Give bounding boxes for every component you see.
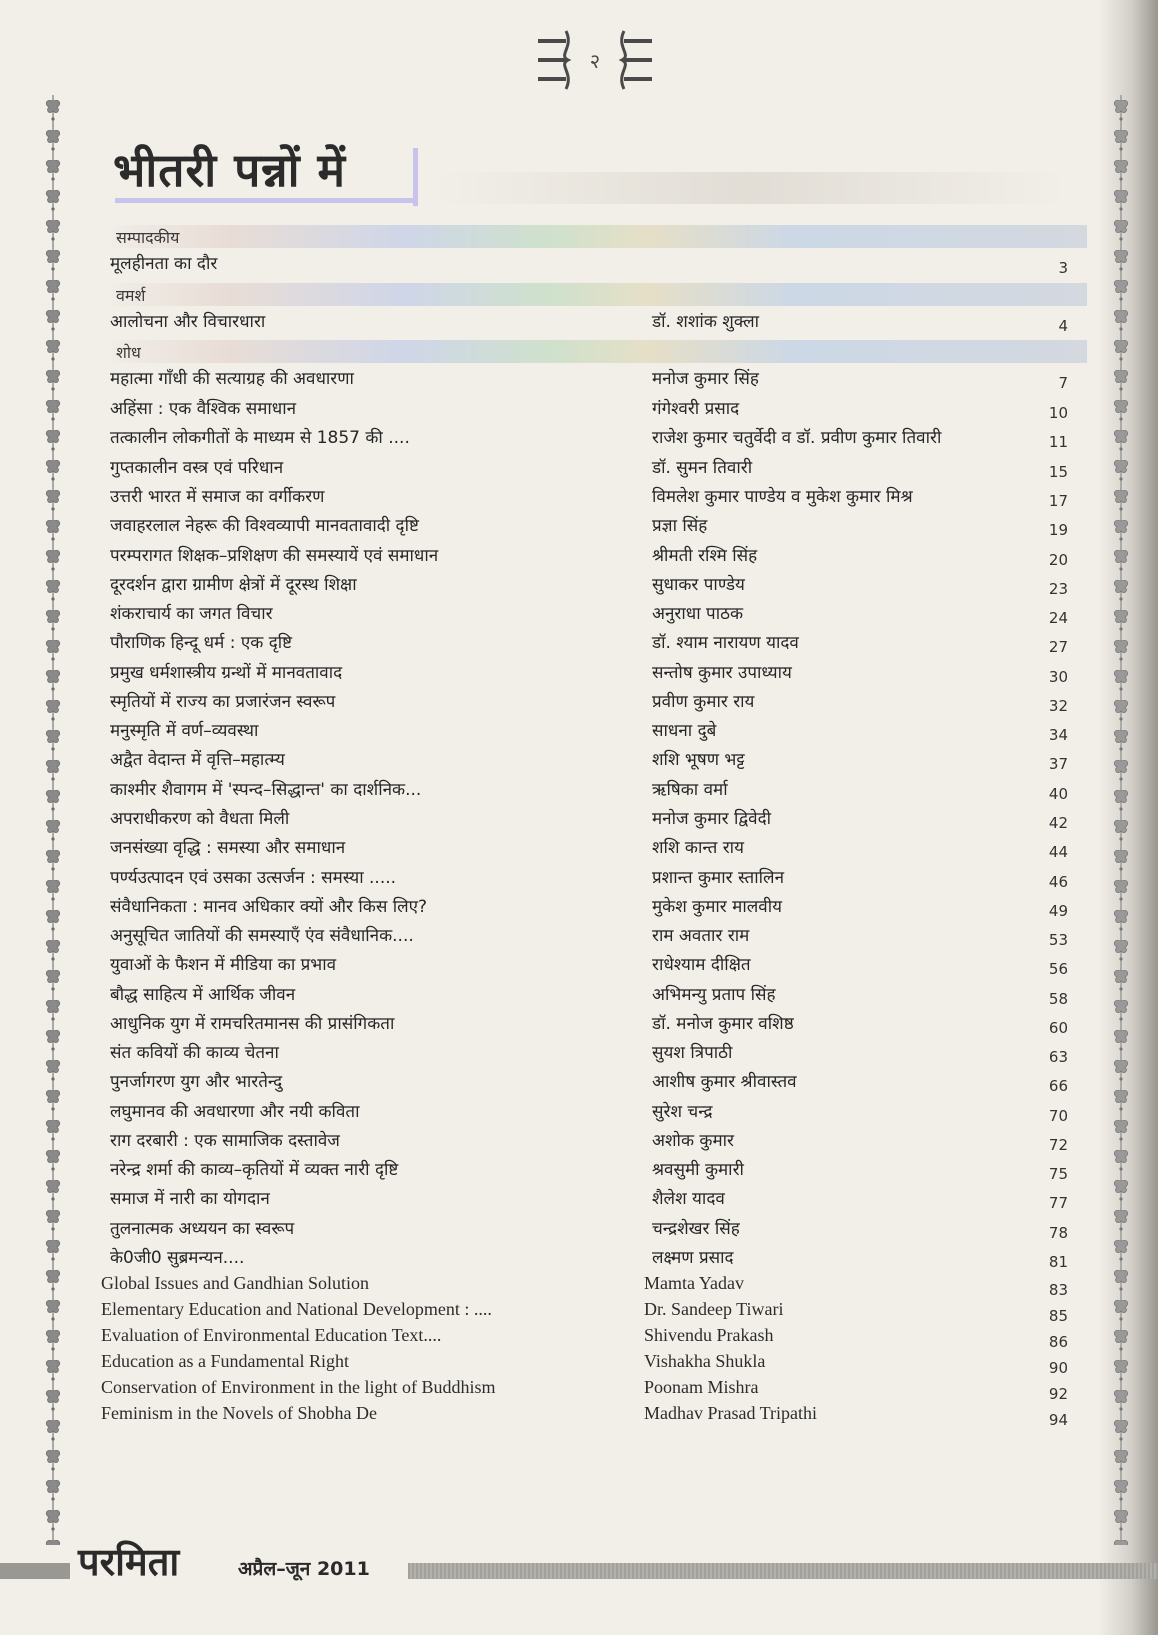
toc-entry xyxy=(0,1069,1158,1097)
article-title: मनुस्मृति में वर्ण–व्यवस्था xyxy=(110,721,259,741)
article-title: Conservation of Environment in the light of Buddhism xyxy=(101,1377,496,1397)
article-page: 83 xyxy=(1048,1281,1068,1299)
article-page: 3 xyxy=(1058,259,1068,277)
toc-entry xyxy=(0,806,1158,834)
article-title: राग दरबारी : एक सामाजिक दस्तावेज xyxy=(110,1131,340,1151)
article-page: 63 xyxy=(1048,1048,1068,1066)
article-title: संवैधानिकता : मानव अधिकार क्यों और किस लिए? xyxy=(110,897,428,917)
toc-entry xyxy=(0,923,1158,951)
article-author: अभिमन्यु प्रताप सिंह xyxy=(652,985,776,1005)
article-page: 24 xyxy=(1048,609,1068,627)
article-page: 19 xyxy=(1048,521,1068,539)
article-title: प्रमुख धर्मशास्त्रीय ग्रन्थों में मानवतावाद xyxy=(110,663,343,683)
toc-entry xyxy=(0,718,1158,746)
toc-entry xyxy=(0,865,1158,893)
toc-entry xyxy=(0,1245,1158,1273)
article-author: Mamta Yadav xyxy=(644,1273,744,1293)
article-title: अहिंसा : एक वैश्विक समाधान xyxy=(110,399,297,419)
article-page: 77 xyxy=(1048,1194,1068,1212)
article-page: 66 xyxy=(1048,1077,1068,1095)
article-title: आधुनिक युग में रामचरितमानस की प्रासंगिकता xyxy=(110,1014,395,1034)
footer-rule-left xyxy=(0,1563,70,1579)
section-label: वमर्श xyxy=(116,286,146,305)
article-page: 92 xyxy=(1048,1385,1068,1403)
section-header xyxy=(112,225,1087,248)
article-author: मुकेश कुमार मालवीय xyxy=(652,897,782,917)
article-author: विमलेश कुमार पाण्डेय व मुकेश कुमार मिश्र xyxy=(652,487,913,507)
show-through-text xyxy=(430,172,1070,204)
article-author: Poonam Mishra xyxy=(644,1377,759,1397)
toc-entry xyxy=(0,484,1158,512)
article-author: श्रीमती रश्मि सिंह xyxy=(652,546,758,566)
toc-entry xyxy=(0,1011,1158,1039)
section-header xyxy=(112,283,1087,306)
article-title: शंकराचार्य का जगत विचार xyxy=(110,604,273,624)
bracket-ornament-left-icon xyxy=(536,27,576,93)
article-page: 30 xyxy=(1048,668,1068,686)
toc-entry xyxy=(0,1273,1158,1301)
article-author: अशोक कुमार xyxy=(652,1131,734,1151)
article-author: प्रशान्त कुमार स्तालिन xyxy=(652,868,785,888)
toc-entry xyxy=(0,455,1158,483)
article-page: 23 xyxy=(1048,580,1068,598)
article-page: 72 xyxy=(1048,1136,1068,1154)
article-author: सुयश त्रिपाठी xyxy=(652,1043,733,1063)
article-page: 27 xyxy=(1048,638,1068,656)
article-page: 34 xyxy=(1048,726,1068,744)
article-author: डॉ. शशांक शुक्ला xyxy=(652,312,760,332)
article-title: अपराधीकरण को वैधता मिली xyxy=(110,809,290,829)
section-header xyxy=(112,340,1087,363)
table-of-contents xyxy=(0,225,1158,1485)
page-title: भीतरी पन्नों में xyxy=(113,143,346,197)
section-label: शोध xyxy=(116,343,141,362)
article-author: साधना दुबे xyxy=(652,721,717,741)
footer-rule-right xyxy=(408,1563,1158,1579)
section-label: सम्पादकीय xyxy=(116,228,180,247)
toc-entry xyxy=(0,601,1158,629)
toc-entry xyxy=(0,513,1158,541)
article-author: डॉ. सुमन तिवारी xyxy=(652,458,753,478)
toc-entry xyxy=(0,777,1158,805)
toc-entry xyxy=(0,630,1158,658)
article-author: सुधाकर पाण्डेय xyxy=(652,575,745,595)
article-page: 11 xyxy=(1048,433,1068,451)
article-author: प्रवीण कुमार राय xyxy=(652,692,755,712)
article-title: तुलनात्मक अध्ययन का स्वरूप xyxy=(110,1219,295,1239)
toc-entry xyxy=(0,835,1158,863)
article-title: महात्मा गाँधी की सत्याग्रह की अवधारणा xyxy=(110,369,354,389)
article-title: पर्ण्यउत्पादन एवं उसका उत्सर्जन : समस्या ..... xyxy=(110,868,397,888)
article-page: 46 xyxy=(1048,873,1068,891)
article-title: पुनर्जागरण युग और भारतेन्दु xyxy=(110,1072,283,1092)
article-page: 90 xyxy=(1048,1359,1068,1377)
title-frame-bottom xyxy=(115,198,418,203)
article-title: जवाहरलाल नेहरू की विश्वव्यापी मानवतावादी दृष्टि xyxy=(110,516,419,536)
toc-entry xyxy=(0,309,1158,337)
article-title: Feminism in the Novels of Shobha De xyxy=(101,1403,377,1423)
page-number-ornament xyxy=(520,20,670,100)
article-author: राजेश कुमार चतुर्वेदी व डॉ. प्रवीण कुमार तिवारी xyxy=(652,428,942,448)
article-title: Global Issues and Gandhian Solution xyxy=(101,1273,369,1293)
article-page: 75 xyxy=(1048,1165,1068,1183)
toc-entry xyxy=(0,1299,1158,1327)
article-author: राम अवतार राम xyxy=(652,926,750,946)
bracket-ornament-right-icon xyxy=(614,27,654,93)
article-author: आशीष कुमार श्रीवास्तव xyxy=(652,1072,797,1092)
article-author: डॉ. मनोज कुमार वशिष्ठ xyxy=(652,1014,794,1034)
article-page: 4 xyxy=(1058,317,1068,335)
toc-entry xyxy=(0,251,1158,279)
page-number: २ xyxy=(589,48,601,73)
article-author: सुरेश चन्द्र xyxy=(652,1102,713,1122)
article-title: के0जी0 सुब्रमन्यन.... xyxy=(110,1248,245,1268)
article-page: 40 xyxy=(1048,785,1068,803)
article-author: मनोज कुमार सिंह xyxy=(652,369,759,389)
journal-brand: परमिता xyxy=(78,1540,180,1584)
article-title: Evaluation of Environmental Education Text.... xyxy=(101,1325,442,1345)
article-title: पौराणिक हिन्दू धर्म : एक दृष्टि xyxy=(110,633,293,653)
article-page: 78 xyxy=(1048,1224,1068,1242)
toc-entry xyxy=(0,952,1158,980)
article-page: 37 xyxy=(1048,755,1068,773)
article-title: युवाओं के फैशन में मीडिया का प्रभाव xyxy=(110,955,337,975)
article-title: आलोचना और विचारधारा xyxy=(110,312,266,332)
toc-entry xyxy=(0,1403,1158,1431)
article-page: 53 xyxy=(1048,931,1068,949)
article-title: समाज में नारी का योगदान xyxy=(110,1189,270,1209)
article-page: 10 xyxy=(1048,404,1068,422)
article-page: 86 xyxy=(1048,1333,1068,1351)
article-author: Dr. Sandeep Tiwari xyxy=(644,1299,784,1319)
article-title: उत्तरी भारत में समाज का वर्गीकरण xyxy=(110,487,325,507)
toc-entry xyxy=(0,894,1158,922)
article-page: 85 xyxy=(1048,1307,1068,1325)
toc-entry xyxy=(0,366,1158,394)
page-footer xyxy=(0,1535,1158,1595)
article-page: 60 xyxy=(1048,1019,1068,1037)
article-title: बौद्ध साहित्य में आर्थिक जीवन xyxy=(110,985,296,1005)
issue-date: अप्रैल–जून 2011 xyxy=(238,1558,370,1580)
article-title: गुप्तकालीन वस्त्र एवं परिधान xyxy=(110,458,284,478)
article-author: मनोज कुमार द्विवेदी xyxy=(652,809,772,829)
toc-entry xyxy=(0,1040,1158,1068)
toc-entry xyxy=(0,1377,1158,1405)
article-title: Elementary Education and National Development : .... xyxy=(101,1299,492,1319)
article-author: शशि भूषण भट्ट xyxy=(652,750,745,770)
toc-entry xyxy=(0,425,1158,453)
toc-entry xyxy=(0,543,1158,571)
article-title: संत कवियों की काव्य चेतना xyxy=(110,1043,279,1063)
toc-entry xyxy=(0,1099,1158,1127)
toc-entry xyxy=(0,1216,1158,1244)
article-author: राधेश्याम दीक्षित xyxy=(652,955,751,975)
article-page: 81 xyxy=(1048,1253,1068,1271)
toc-entry xyxy=(0,1157,1158,1185)
page-title-block xyxy=(113,138,423,206)
toc-entry xyxy=(0,1128,1158,1156)
toc-entry xyxy=(0,1186,1158,1214)
article-title: लघुमानव की अवधारणा और नयी कविता xyxy=(110,1102,360,1122)
article-title: स्मृतियों में राज्य का प्रजारंजन स्वरूप xyxy=(110,692,336,712)
article-page: 94 xyxy=(1048,1411,1068,1429)
toc-entry xyxy=(0,396,1158,424)
article-title: परम्परागत शिक्षक–प्रशिक्षण की समस्यायें एवं समाधान xyxy=(110,546,439,566)
article-page: 32 xyxy=(1048,697,1068,715)
article-author: चन्द्रशेखर सिंह xyxy=(652,1219,740,1239)
article-page: 42 xyxy=(1048,814,1068,832)
article-title: अद्वैत वेदान्त में वृत्ति–महात्म्य xyxy=(110,750,285,770)
article-title: अनुसूचित जातियों की समस्याएँ एंव संवैधानिक.... xyxy=(110,926,414,946)
article-title: नरेन्द्र शर्मा की काव्य–कृतियों में व्यक्त नारी दृष्टि xyxy=(110,1160,399,1180)
article-author: अनुराधा पाठक xyxy=(652,604,744,624)
toc-entry xyxy=(0,1351,1158,1379)
toc-entry xyxy=(0,572,1158,600)
article-author: Madhav Prasad Tripathi xyxy=(644,1403,817,1423)
article-title: जनसंख्या वृद्धि : समस्या और समाधान xyxy=(110,838,346,858)
article-page: 17 xyxy=(1048,492,1068,510)
article-author: गंगेश्वरी प्रसाद xyxy=(652,399,740,419)
article-page: 15 xyxy=(1048,463,1068,481)
article-author: डॉ. श्याम नारायण यादव xyxy=(652,633,799,653)
toc-entry xyxy=(0,660,1158,688)
article-page: 49 xyxy=(1048,902,1068,920)
article-page: 20 xyxy=(1048,551,1068,569)
article-title: दूरदर्शन द्वारा ग्रामीण क्षेत्रों में दूरस्थ शिक्षा xyxy=(110,575,357,595)
article-title: तत्कालीन लोकगीतों के माध्यम से 1857 की .... xyxy=(110,428,410,448)
article-title: काश्मीर शैवागम में 'स्पन्द–सिद्धान्त' का दार्शनिक... xyxy=(110,780,422,800)
article-page: 44 xyxy=(1048,843,1068,861)
article-author: शैलेश यादव xyxy=(652,1189,725,1209)
article-author: सन्तोष कुमार उपाध्याय xyxy=(652,663,792,683)
article-author: Vishakha Shukla xyxy=(644,1351,766,1371)
article-page: 56 xyxy=(1048,960,1068,978)
article-title: Education as a Fundamental Right xyxy=(101,1351,349,1371)
article-title: मूलहीनता का दौर xyxy=(110,254,218,274)
article-author: प्रज्ञा सिंह xyxy=(652,516,708,536)
article-author: शशि कान्त राय xyxy=(652,838,744,858)
article-page: 70 xyxy=(1048,1107,1068,1125)
article-page: 58 xyxy=(1048,990,1068,1008)
article-author: लक्ष्मण प्रसाद xyxy=(652,1248,734,1268)
article-author: ऋषिका वर्मा xyxy=(652,780,728,800)
toc-entry xyxy=(0,747,1158,775)
article-page: 7 xyxy=(1058,374,1068,392)
toc-entry xyxy=(0,1325,1158,1353)
toc-entry xyxy=(0,689,1158,717)
article-author: श्रवसुमी कुमारी xyxy=(652,1160,744,1180)
article-author: Shivendu Prakash xyxy=(644,1325,774,1345)
toc-entry xyxy=(0,982,1158,1010)
